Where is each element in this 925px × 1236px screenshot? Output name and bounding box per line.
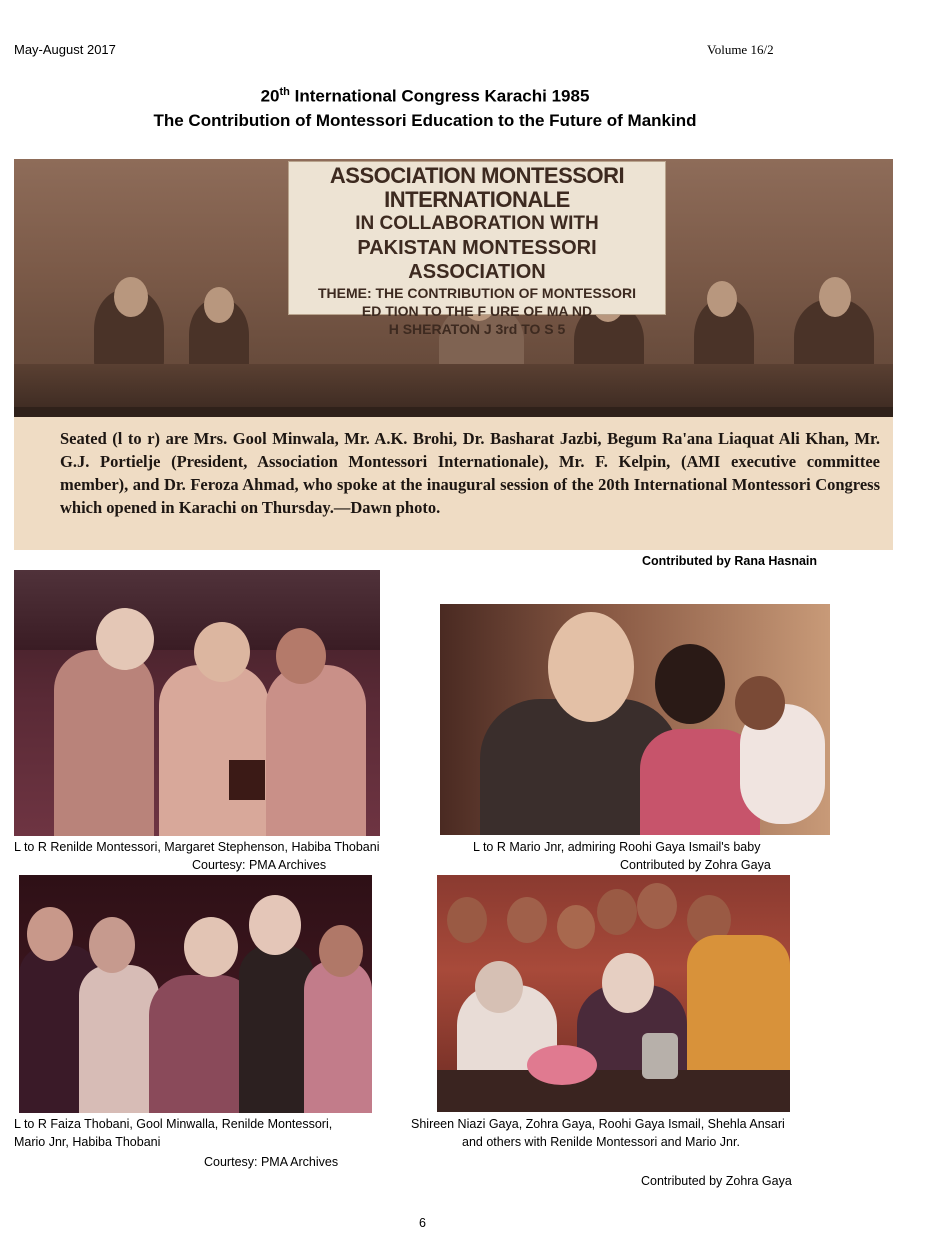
banner-line-6: H SHERATON J 3rd TO S 5: [388, 321, 566, 337]
volume-number: Volume 16/2: [707, 42, 774, 57]
photo1-caption: L to R Renilde Montessori, Margaret Stephenson, Habiba Thobani: [14, 840, 380, 854]
photo3-caption-line1: L to R Faiza Thobani, Gool Minwalla, Renilde Montessori,: [14, 1117, 333, 1131]
banner-line-4: THEME: THE CONTRIBUTION OF MONTESSORI: [317, 285, 637, 301]
banner-line-1: ASSOCIATION MONTESSORI INTERNATIONALE: [329, 163, 625, 212]
page-number: 6: [419, 1216, 426, 1230]
photo1-credit: Courtesy: PMA Archives: [192, 858, 327, 872]
photo-mario-baby: [440, 604, 830, 835]
photo-renilde-margaret-habiba: [14, 570, 380, 836]
newspaper-clipping: [14, 159, 893, 550]
photo-faiza-gool-renilde-mario-habiba: [19, 875, 372, 1113]
banner-line-2: IN COLLABORATION WITH: [355, 213, 599, 234]
clipping-caption: Seated (l to r) are Mrs. Gool Minwala, Mr. A.K. Brohi, Dr. Basharat Jazbi, Begum Ra'ana Liaquat Ali Khan, Mr. G.J. Portielje (President, Association Montessori Internationale), Mr. F. Kelpin, (AMI executive committee member), and Dr. Feroza Ahmad, who spoke at the inaugural session of the 20th International Montessori Congress which opened in Karachi on Thursday.—Dawn photo.: [60, 429, 880, 517]
photo-group-with-renilde-mario: [437, 875, 790, 1112]
congress-banner: [288, 161, 666, 337]
photo4-caption-line2: and others with Renilde Montessori and Mario Jnr.: [462, 1135, 740, 1149]
photo3-caption-line2: Mario Jnr, Habiba Thobani: [14, 1135, 161, 1149]
page-subtitle: The Contribution of Montessori Education to the Future of Mankind: [153, 111, 697, 130]
clipping-credit: Contributed by Rana Hasnain: [642, 554, 818, 568]
photo4-credit: Contributed by Zohra Gaya: [641, 1174, 792, 1188]
photo2-credit: Contributed by Zohra Gaya: [620, 858, 771, 872]
title-number: 20: [260, 86, 280, 106]
photo2-caption: L to R Mario Jnr, admiring Roohi Gaya Ismail's baby: [473, 840, 761, 854]
photo4-caption-line1: Shireen Niazi Gaya, Zohra Gaya, Roohi Gaya Ismail, Shehla Ansari: [411, 1117, 785, 1131]
photo3-credit: Courtesy: PMA Archives: [204, 1155, 339, 1169]
title-ordinal: th: [279, 86, 290, 98]
issue-date: May-August 2017: [14, 42, 116, 57]
banner-line-3: PAKISTAN MONTESSORI ASSOCIATION: [357, 237, 597, 283]
title-congress: International Congress Karachi 1985: [289, 86, 590, 106]
clipping-photo: [14, 159, 893, 409]
page-title: [0, 86, 850, 107]
banner-line-5: ED TION TO THE F URE OF MA ND: [361, 303, 593, 319]
